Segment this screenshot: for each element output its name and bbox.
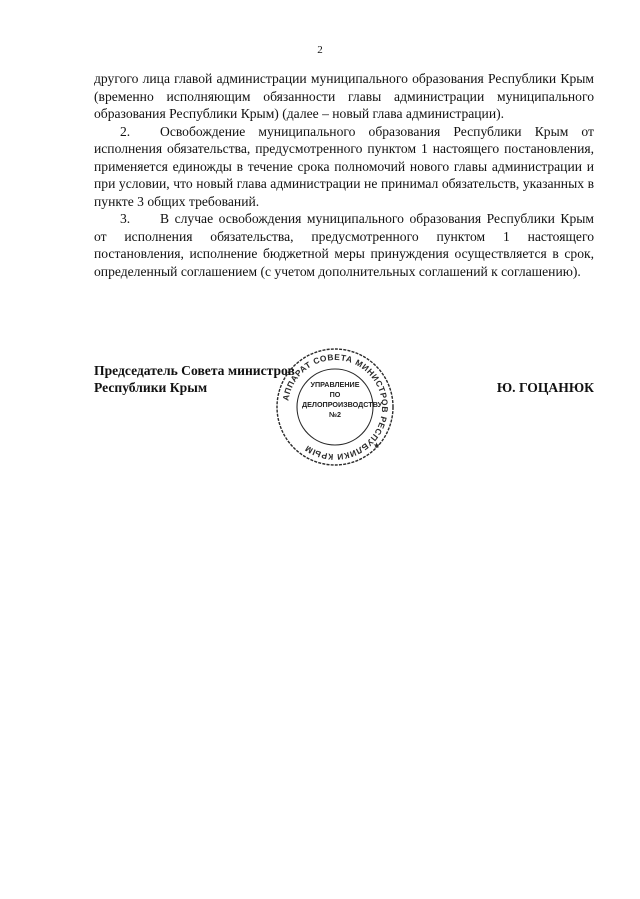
seal-center-line-1: УПРАВЛЕНИЕ: [310, 380, 360, 389]
seal-star-icon: ★: [373, 441, 381, 450]
seal-center-line-2: ПО: [329, 390, 341, 399]
official-seal-stamp: [272, 344, 398, 470]
signatory-name: Ю. ГОЦАНЮК: [496, 380, 594, 395]
paragraph-text: Освобождение муниципального образования Республики Крым от исполнения обязательства, предусмотренного пунктом 1 настоящего постановления, применяется единожды в течение срока полномочий нового главы администрации и при условии, что новый глава администрации не принимал обязательств, указанных в пункте 3 общих требований.: [94, 123, 594, 209]
paragraph-2: [94, 123, 594, 211]
paragraph-3: [94, 210, 594, 280]
paragraph-number: 2.: [120, 123, 131, 139]
page-number: 2: [317, 44, 323, 56]
signatory-title-line-1: Председатель Совета министров: [94, 363, 295, 378]
paragraph-text: другого лица главой администрации муниципального образования Республики Крым (временно исполняющим обязанности главы администрации муниципального образования Республики Крым) (далее – новый глава администрации).: [94, 71, 594, 121]
seal-center-line-3: ДЕЛОПРОИЗВОДСТВУ: [302, 400, 383, 409]
seal-center-text: [302, 380, 383, 420]
paragraph-continuation: [94, 70, 594, 123]
document-body: [94, 70, 594, 280]
paragraph-number: 3.: [120, 211, 131, 226]
seal-center-line-4: №2: [328, 410, 341, 419]
seal-ring-text: АППАРАТ СОВЕТА МИНИСТРОВ РЕСПУБЛИКИ КРЫМ: [280, 351, 391, 463]
signatory-title-line-2: Республики Крым: [94, 380, 208, 395]
paragraph-text: В случае освобождения муниципального образования Республики Крым от исполнения обязательства, предусмотренного пунктом 1 настоящего постановления, исполнение бюджетной меры принуждения осуществляется в срок, определенный соглашением (с учетом дополнительных соглашений к соглашению).: [94, 211, 594, 279]
